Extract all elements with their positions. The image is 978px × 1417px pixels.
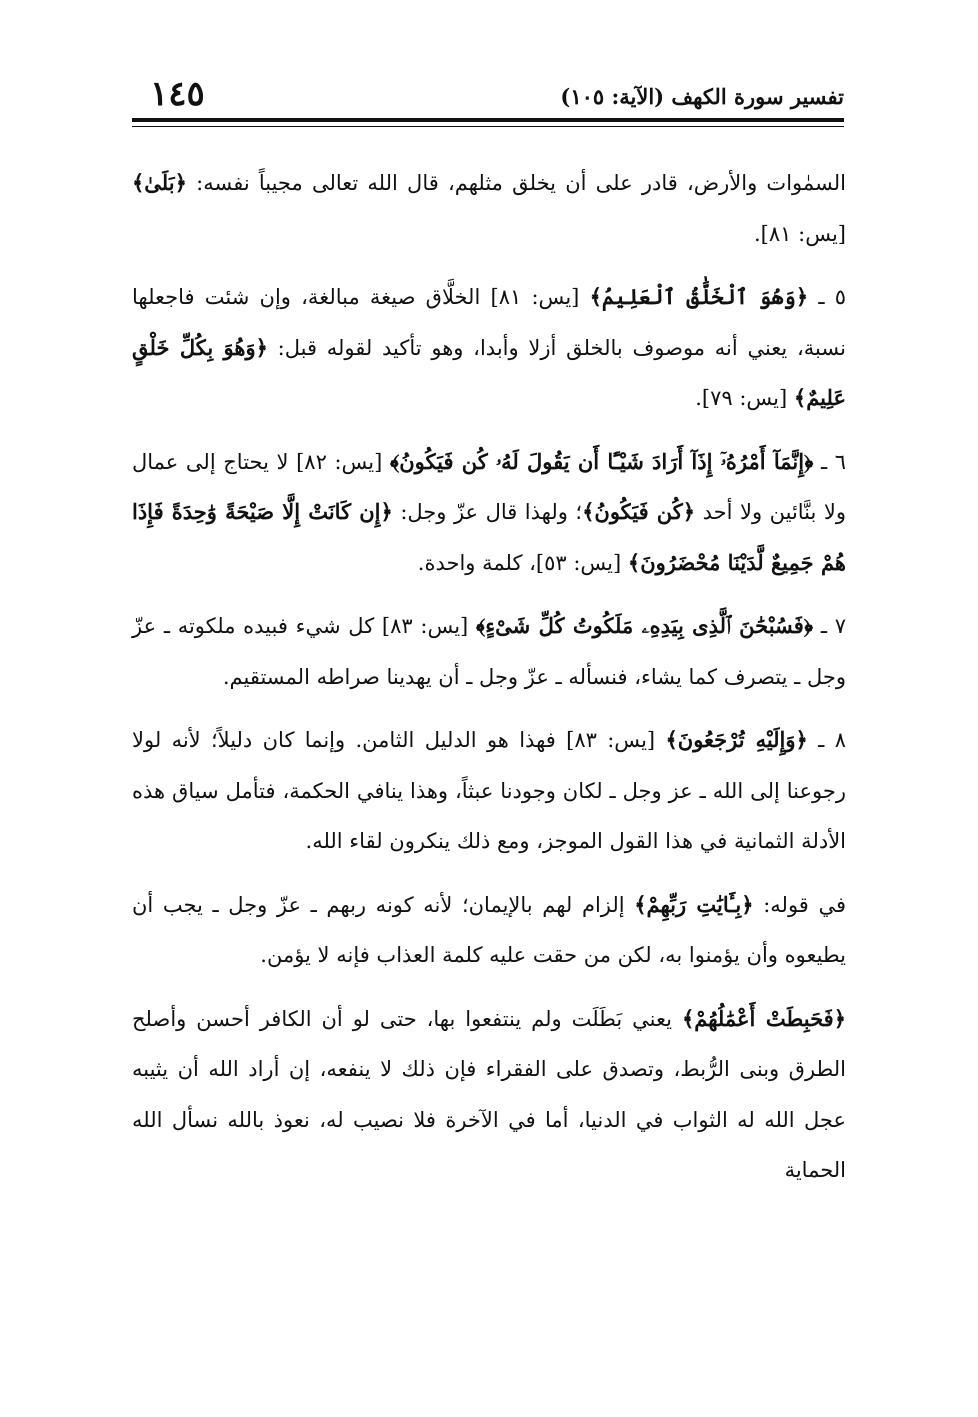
header-rule-thin: [132, 126, 844, 127]
text-segment: يعني بَطَلَت ولم ينتفعوا بها، حتى لو أن الكافر أحسن وأصلح الطرق وبنى الرُّبط، وتصدق على الفقراء فإن ذلك لا ينفعه، إن أراد الله أن يثيبه عجل الله له الثواب في الدنيا، أما في الآخرة فلا نصيب له، نعوذ بالله نسأل الله الحماية: [132, 1006, 846, 1182]
quran-verse: ﴿فَسُبْحَٰنَ ٱلَّذِى بِيَدِهِۦ مَلَكُوتُ كُلِّ شَىْءٍ﴾: [475, 613, 814, 638]
paragraph-5: [132, 715, 846, 867]
quran-verse: ﴿إِن كَانَتْ إِلَّا صَيْحَةً وَٰحِدَةً فَإِذَا هُمْ جَمِيعٌ لَّدَيْنَا مُحْضَرُونَ﴾: [132, 499, 846, 575]
running-title: تفسير سورة الكهف (الآية: ١٠٥): [560, 84, 844, 109]
text-segment: ٦ ـ: [813, 449, 846, 474]
quran-verse: ﴿وَهُوَ ٱلْخَلَّٰقُ ٱلْعَلِيمُ﴾: [589, 284, 809, 309]
text-segment: السمٰوات والأرض، قادر على أن يخلق مثلهم، قال الله تعالى مجيباً نفسه:: [186, 171, 846, 195]
text-segment: ٨ ـ: [807, 728, 846, 752]
page-header: [132, 68, 844, 118]
text-segment: إلزام لهم بالإيمان؛ لأنه كونه ربهم ـ عزّ وجل ـ يجب أن يطيعوه وأن يؤمنوا به، لكن من حقت عليه كلمة العذاب فإنه لا يؤمن.: [132, 892, 846, 967]
quran-verse: ﴿بِـَٔايَٰتِ رَبِّهِمْ﴾: [634, 891, 754, 917]
text-segment: في قوله:: [753, 892, 846, 917]
text-segment: [يس: ٧٩].: [695, 386, 794, 410]
quran-verse: ﴿كُن فَيَكُونُ﴾: [582, 499, 696, 524]
text-segment: [يس: ٨٣] فهذا هو الدليل الثامن. وإنما كان دليلاً؛ لأنه لولا رجوعنا إلى الله ـ عز وجل ـ لكان وجودنا عبثاً، وهذا ينافي الحكمة، فتأمل سياق هذه الأدلة الثمانية في هذا القول الموجز، ومع ذلك ينكرون لقاء الله.: [132, 728, 846, 853]
page-number: ١٤٥: [150, 74, 205, 114]
quran-verse: ﴿فَحَبِطَتْ أَعْمَٰلُهُمْ﴾: [681, 1005, 847, 1031]
quran-verse: ﴿وَهُوَ بِكُلِّ خَلْقٍ عَلِيمٌ﴾: [132, 334, 846, 410]
quran-verse: ﴿إِنَّمَآ أَمْرُهُۥٓ إِذَآ أَرَادَ شَيْـًٔا أَن يَقُولَ لَهُۥ كُن فَيَكُونُ﴾: [389, 448, 814, 474]
text-segment: ؛ ولهذا قال عزّ وجل:: [392, 500, 583, 524]
quran-verse: ﴿بَلَىٰ﴾: [132, 170, 187, 195]
text-segment: [يس: ٥٣]، كلمة واحدة.: [417, 550, 628, 575]
body-text: [132, 158, 846, 1209]
text-segment: [يس: ٨٣] كل شيء فبيده ملكوته ـ عزّ وجل ـ يتصرف كما يشاء، فنسأله ـ عزّ وجل ـ أن يهدينا صراطه المستقيم.: [132, 614, 846, 689]
text-segment: ٧ ـ: [813, 614, 846, 638]
header-rule-thick: [132, 118, 844, 122]
paragraph-7: [132, 994, 846, 1196]
text-segment: [يس: ٨١].: [754, 221, 846, 246]
paragraph-4: [132, 601, 846, 702]
paragraph-3: [132, 437, 846, 589]
quran-verse: ﴿وَإِلَيْهِ تُرْجَعُونَ﴾: [665, 727, 808, 752]
paragraph-6: [132, 880, 846, 981]
paragraph-1: [132, 158, 846, 259]
text-segment: [يس: ٨٢] لا يحتاج إلى عمال ولا بنَّائين ولا أحد: [132, 449, 847, 524]
paragraph-2: [132, 272, 846, 424]
text-segment: [يس: ٨١] الخلَّاق صيغة مبالغة، وإن شئت فاجعلها نسبة، يعني أنه موصوف بالخلق أزلا وأبدا، وهو تأكيد لقوله قبل:: [132, 285, 846, 360]
text-segment: ٥ ـ: [808, 285, 846, 309]
